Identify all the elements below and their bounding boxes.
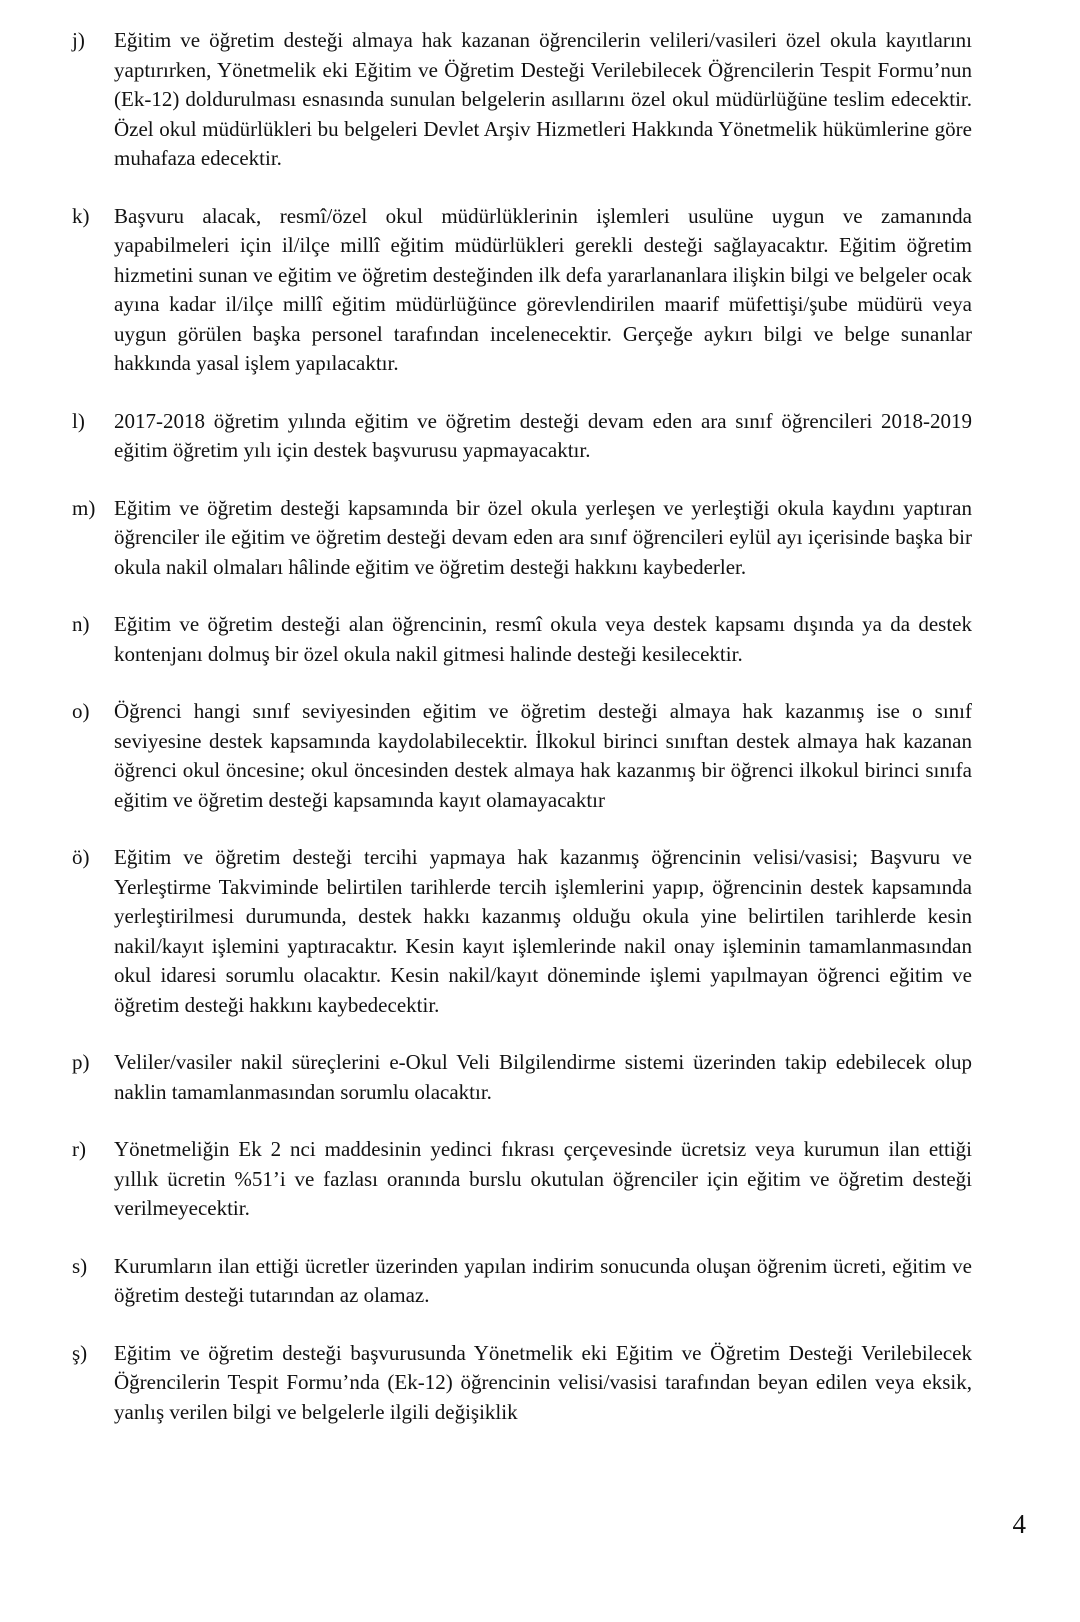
list-item-o xyxy=(72,697,972,815)
list-item-s-cedilla xyxy=(72,1339,972,1428)
item-label: p) xyxy=(72,1050,90,1074)
item-text: Yönetmeliğin Ek 2 nci maddesinin yedinci fıkrası çerçevesinde ücretsiz veya kurumun ilan ettiği yıllık ücretin %51’i ve fazlası oranında burslu okutulan öğrenciler için eğitim ve öğretim desteği verilmeyecektir. xyxy=(114,1137,972,1220)
list-item-j xyxy=(72,26,972,174)
item-label: l) xyxy=(72,408,85,433)
item-text: Eğitim ve öğretim desteği başvurusunda Yönetmelik eki Eğitim ve Öğretim Desteği Verilebilecek Öğrencilerin Tespit Formu’nda (Ek-12) öğrencinin velisi/vasisi tarafından beyan edilen veya eksik, yanlış verilen bilgi ve belgelerle ilgili değişiklik xyxy=(114,1340,972,1424)
item-label: k) xyxy=(72,203,90,228)
list-item-s xyxy=(72,1252,972,1311)
item-label: s) xyxy=(72,1253,88,1278)
list-item-r xyxy=(72,1135,972,1224)
item-text: Veliler/vasiler nakil süreçlerini e-Okul Veli Bilgilendirme sistemi üzerinden takip edebilecek olup naklin tamamlanmasından sorumlu olacaktır. xyxy=(114,1050,972,1104)
list-item-o-umlaut xyxy=(72,843,972,1020)
item-text: Eğitim ve öğretim desteği almaya hak kazanan öğrencilerin velileri/vasileri özel okula kayıtlarını yaptırırken, Yönetmelik eki Eğitim ve Öğretim Desteği Verilebilecek Öğrencilerin Tespit Formu’nun (Ek-12) doldurulması esnasında sunulan belgelerin asıllarını özel okul müdürlüğüne teslim edecektir. Özel okul müdürlükleri bu belgeleri Devlet Arşiv Hizmetleri Hakkında Yönetmelik hükümlerine göre muhafaza edecektir. xyxy=(114,28,972,170)
list-item-n xyxy=(72,610,972,669)
list-item-p xyxy=(72,1048,972,1107)
item-label: j) xyxy=(72,28,85,52)
item-text: Başvuru alacak, resmî/özel okul müdürlüklerinin işlemleri usulüne uygun ve zamanında yapabilmeleri için il/ilçe millî eğitim müdürlükleri gerekli desteği sağlayacaktır. Eğitim öğretim hizmetini sunan ve eğitim ve öğretim desteğinden ilk defa yararlananlara ilişkin bilgi ve belgeler ocak ayına kadar il/ilçe millî eğitim müdürlüğünce görevlendirilen maarif müfettişi/şube müdürü veya uygun görülen başka personel tarafından incelenecektir. Gerçeğe aykırı bilgi ve belge sunanlar hakkında yasal işlem yapılacaktır. xyxy=(114,203,972,375)
item-text: Kurumların ilan ettiği ücretler üzerinden yapılan indirim sonucunda oluşan öğrenim ücreti, eğitim ve öğretim desteği tutarından az olamaz. xyxy=(114,1253,972,1307)
item-text: 2017-2018 öğretim yılında eğitim ve öğretim desteği devam eden ara sınıf öğrencileri 2018-2019 eğitim öğretim yılı için destek başvurusu yapmayacaktır. xyxy=(114,408,972,462)
list-item-m xyxy=(72,494,972,583)
item-label: o) xyxy=(72,699,90,723)
item-text: Öğrenci hangi sınıf seviyesinden eğitim ve öğretim desteği almaya hak kazanmış ise o sınıf seviyesine destek kapsamında kaydolabilecektir. İlkokul birinci sınıftan destek almaya hak kazanan öğrenci okul öncesine; okul öncesinden destek almaya hak kazanmış bir öğrenci ilkokul birinci sınıfa eğitim ve öğretim desteği kapsamında kayıt olamayacaktır xyxy=(114,699,972,812)
item-text: Eğitim ve öğretim desteği alan öğrencinin, resmî okula veya destek kapsamı dışında ya da destek kontenjanı dolmuş bir özel okula nakil gitmesi halinde desteği kesilecektir. xyxy=(114,612,972,666)
item-label: r) xyxy=(72,1137,86,1161)
item-text: Eğitim ve öğretim desteği tercihi yapmaya hak kazanmış öğrencinin velisi/vasisi; Başvuru ve Yerleştirme Takviminde belirtilen tarihlerde tercih işlemlerini yapıp, öğrencinin destek kapsamında yerleştirilmesi durumunda, destek hakkı kazanmış olduğu okula yine belirtilen tarihlerde kesin nakil/kayıt işlemini yaptıracaktır. Kesin kayıt işlemlerinde nakil onay işleminin tamamlanmasından okul idaresi sorumlu olacaktır. Kesin nakil/kayıt döneminde işlemi yapılmayan öğrenci eğitim ve öğretim desteği hakkını kaybedecektir. xyxy=(114,845,972,1017)
list-item-l xyxy=(72,407,972,466)
item-list xyxy=(72,26,972,1455)
item-label: ş) xyxy=(72,1340,88,1365)
item-label: n) xyxy=(72,612,90,636)
item-text: Eğitim ve öğretim desteği kapsamında bir özel okula yerleşen ve yerleştiği okula kaydını yaptıran öğrenciler ile eğitim ve öğretim desteği devam eden ara sınıf öğrencileri eylül ayı içerisinde başka bir okula nakil olmaları hâlinde eğitim ve öğretim desteği hakkını kaybederler. xyxy=(114,495,972,579)
item-label: m) xyxy=(72,495,96,520)
list-item-k xyxy=(72,202,972,379)
item-label: ö) xyxy=(72,845,90,869)
page-number: 4 xyxy=(1012,1509,1026,1539)
